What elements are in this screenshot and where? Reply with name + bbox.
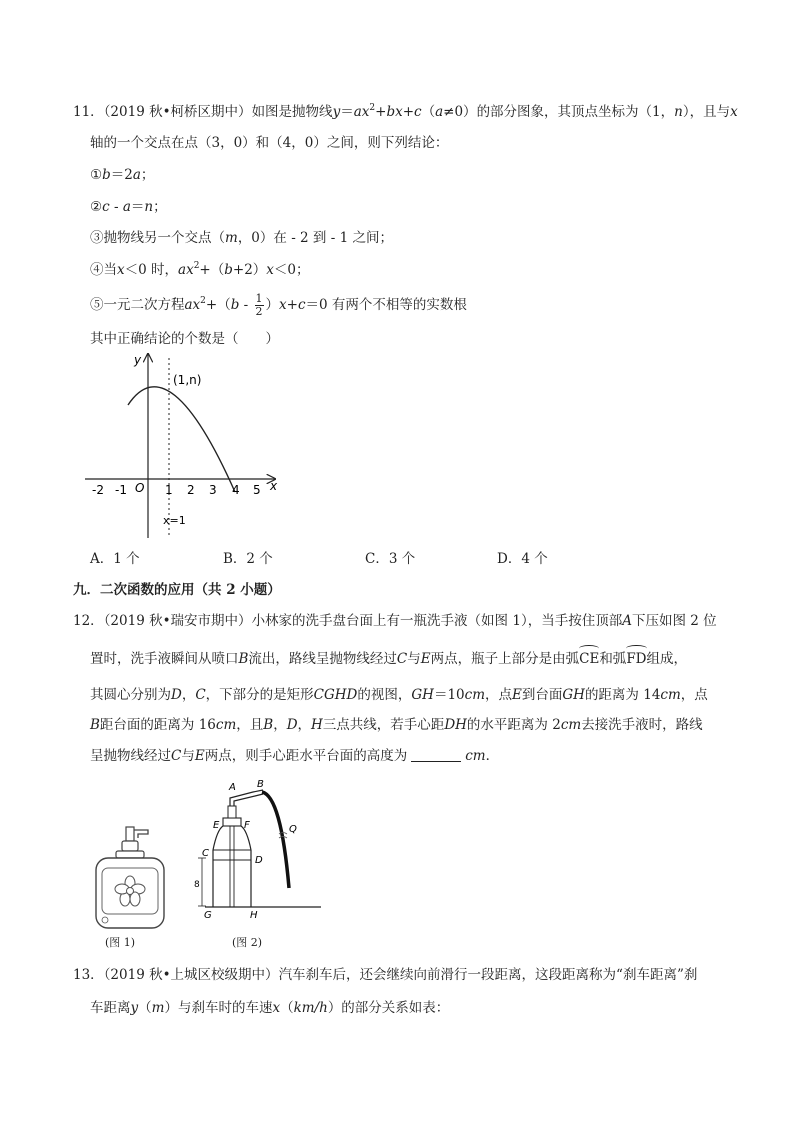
- q12-l4-D: D: [286, 717, 298, 733]
- q11-intro-c: ），且与: [682, 104, 731, 120]
- q12-l4c: ，: [273, 717, 287, 733]
- y-axis-label: y: [134, 353, 142, 367]
- q12-l2a: 置时，洗手液瞬间从喷口: [90, 651, 239, 667]
- liquid-stream: [262, 792, 289, 888]
- tick-3: 3: [209, 483, 217, 497]
- q12-l5-cm: cm: [465, 748, 486, 764]
- q11-line2: [90, 134, 448, 152]
- q12-l3-D: D: [171, 687, 182, 703]
- q11-vertex-text: 的部分图象，其顶点坐标为（1，: [476, 104, 675, 120]
- q11-n: n: [674, 104, 683, 120]
- q12-l2d: 两点，瓶子上部分是由弧: [430, 651, 580, 667]
- q12-l3h: 的距离为 14: [584, 687, 661, 703]
- q12-line1: [73, 612, 717, 630]
- q12-l3g: 到台面: [521, 687, 563, 703]
- c2-c: c: [102, 199, 110, 215]
- tick-4: 4: [232, 483, 240, 497]
- eq-b: b: [386, 104, 396, 120]
- eq-cond-rest: ≠0）: [443, 104, 477, 120]
- q13-line1: [73, 966, 697, 984]
- figure-1-bottle: [88, 822, 168, 932]
- eq-equals: ＝: [340, 104, 354, 120]
- q11-conclusion-2: [90, 198, 167, 216]
- c5-ax: ax: [184, 297, 201, 313]
- circle-5-mark: ⑤: [90, 297, 104, 313]
- c4-x: x: [117, 262, 125, 278]
- c2-eq: ＝: [130, 199, 145, 215]
- q12-l5a: 呈抛物线经过: [90, 748, 171, 764]
- eq-x2: x: [395, 104, 403, 120]
- q12-l4f: 的水平距离为 2: [466, 717, 561, 733]
- q12-l3-cm2: cm: [660, 687, 681, 703]
- q12-l4g: 去接洗手液时，路线: [581, 717, 703, 733]
- figure-2-diagram: [193, 778, 333, 918]
- q12-l3d: 的视图，: [357, 687, 412, 703]
- label-D: D: [255, 855, 263, 866]
- q12-l2f: 组成，: [646, 651, 688, 667]
- q11-number: 11．: [73, 104, 104, 120]
- q12-l5b: 与: [181, 748, 195, 764]
- c5-plus: +: [286, 297, 298, 313]
- c4-sup: 2: [193, 261, 200, 271]
- label-F: F: [244, 820, 250, 831]
- figure-2-caption: (图 2): [232, 936, 263, 949]
- eq-plus2: +: [402, 104, 415, 120]
- q12-C: C: [396, 651, 408, 667]
- one-half-fraction: [255, 293, 264, 318]
- eq-c: c: [414, 104, 422, 120]
- q12-l3-E: E: [512, 687, 522, 703]
- option-d[interactable]: D．4 个: [497, 551, 548, 567]
- c5-text-c: ）: [265, 297, 280, 313]
- q13-l2a: 车距离: [90, 1000, 131, 1016]
- c2-end: ；: [153, 199, 167, 215]
- label-A: A: [229, 782, 236, 793]
- vertex-label: (1,n): [173, 373, 202, 387]
- circle-2-mark: ②: [90, 199, 103, 215]
- c3-text-b: ，0）在 - 2 到 - 1 之间；: [237, 230, 393, 246]
- eq-cond-open: （: [421, 104, 436, 120]
- c4-text-c: +（: [199, 262, 225, 278]
- c5-x: x: [279, 297, 287, 313]
- q12-l3f: ，点: [485, 687, 513, 703]
- q12-l3i: ，点: [680, 687, 708, 703]
- tick-neg1: -1: [115, 483, 127, 497]
- q13-l2d: （: [280, 1000, 294, 1016]
- c4-x2: x: [266, 262, 274, 278]
- symmetry-axis-label: x=1: [163, 514, 186, 527]
- q12-l3c: ，下部分的是矩形: [205, 687, 314, 703]
- label-B: B: [257, 779, 264, 790]
- q12-l4a: 距台面的距离为 16: [99, 717, 216, 733]
- c1-end: ；: [140, 167, 155, 183]
- q12-l4-B2: B: [263, 717, 274, 733]
- q13-source: （2019 秋•上城区校级期中）: [103, 967, 279, 983]
- c4-text-d: +2）: [232, 262, 267, 278]
- c2-a: a: [122, 199, 131, 215]
- eq-cond-a: a: [435, 104, 444, 120]
- c2-n: n: [144, 199, 154, 215]
- q13-x: x: [272, 1000, 281, 1016]
- q12-A: A: [622, 613, 632, 629]
- q12-l2b: 流出，路线呈抛物线经过: [248, 651, 397, 667]
- origin-label: O: [135, 481, 145, 495]
- section-heading: [73, 581, 281, 599]
- q12-l3-cm1: cm: [464, 687, 486, 703]
- q12-l4-H: H: [311, 717, 323, 733]
- c4-ax: ax: [178, 262, 194, 278]
- c3-m: m: [225, 230, 238, 246]
- q12-line4: [90, 716, 703, 734]
- q13-y: y: [130, 1000, 139, 1016]
- q12-l1b: 下压如图 2 位: [631, 613, 717, 629]
- q11-line2-text: 轴的一个交点在点（3，0）和（4，0）之间，则下列结论：: [90, 135, 449, 151]
- q11-conclusion-3: [90, 229, 393, 247]
- q13-l2e: ）的部分关系如表：: [327, 1000, 450, 1016]
- q12-GH2: GH: [562, 687, 585, 703]
- q12-l4d: ，: [297, 717, 312, 733]
- circle-4-mark: ④: [90, 262, 104, 278]
- q11-source: （2019 秋•柯桥区期中）: [103, 104, 252, 120]
- label-Q: Q: [289, 824, 297, 835]
- c5-c: c: [297, 297, 306, 313]
- c5-sup: 2: [200, 296, 206, 306]
- q12-l4e: 三点共线，若手心距: [322, 717, 445, 733]
- q12-l1a: 小林家的洗手盘台面上有一瓶洗手液（如图 1），当手按住顶部: [251, 613, 623, 629]
- q12-CGHD: CGHD: [313, 687, 358, 703]
- answer-blank[interactable]: [411, 747, 461, 762]
- q11-conclusion-5: [90, 292, 467, 318]
- q12-B: B: [238, 651, 249, 667]
- c5-text-d: ＝0 有两个不相等的实数根: [305, 297, 467, 313]
- q12-l3a: 其圆心分别为: [90, 687, 171, 703]
- figure-1-caption: (图 1): [105, 936, 136, 949]
- c1-b: b: [102, 167, 111, 183]
- eq-y: y: [332, 104, 341, 120]
- eq-sup: 2: [369, 103, 376, 113]
- c5-minus: -: [239, 297, 253, 313]
- q12-l5c: 两点，则手心距水平台面的高度为: [204, 748, 408, 764]
- c5-text-b: +（: [205, 297, 231, 313]
- q13-l2b: （: [138, 1000, 152, 1016]
- c4-text-e: ＜0；: [273, 262, 310, 278]
- q11-ask: [90, 330, 279, 348]
- option-b[interactable]: B．2 个: [223, 551, 273, 567]
- q11-ask-text: 其中正确结论的个数是（ ）: [90, 331, 279, 347]
- q13-m: m: [151, 1000, 165, 1016]
- q12-l5-C: C: [171, 748, 182, 764]
- parabola-curve: [128, 387, 235, 492]
- q12-number: 12．: [73, 613, 104, 629]
- q12-l5-E: E: [194, 748, 205, 764]
- label-C: C: [202, 848, 209, 859]
- tick-1: 1: [165, 483, 173, 497]
- q13-number: 13．: [73, 967, 104, 983]
- c1-rest: ＝2: [110, 167, 133, 183]
- q13-l2c: ）与刹车时的车速: [164, 1000, 273, 1016]
- q11-conclusion-1: [90, 166, 154, 184]
- label-H: H: [250, 910, 258, 918]
- tick-2: 2: [187, 483, 195, 497]
- q12-l3b: ，: [181, 687, 196, 703]
- eq-plus: +: [375, 104, 387, 120]
- q13-kmh: km/h: [293, 1000, 328, 1016]
- q11-x: x: [730, 104, 738, 120]
- x-axis-label: x: [270, 479, 278, 493]
- c2-minus: -: [109, 199, 123, 215]
- q12-E: E: [420, 651, 431, 667]
- circle-3-mark: ③: [90, 230, 104, 246]
- q11-conclusion-4: [90, 261, 310, 279]
- label-E: E: [213, 820, 220, 831]
- q12-source: （2019 秋•瑞安市期中）: [103, 613, 252, 629]
- c5-b: b: [230, 297, 240, 313]
- eq-x: x: [361, 104, 370, 120]
- label-8: 8: [194, 880, 200, 890]
- q12-DH: DH: [444, 717, 467, 733]
- fraction-denominator: 2: [255, 305, 263, 318]
- eq-a: a: [353, 104, 362, 120]
- arc-fd-label: FD: [626, 651, 647, 667]
- q11-line1: [73, 103, 738, 121]
- q12-line2: [90, 650, 687, 668]
- c1-a: a: [132, 167, 141, 183]
- q12-l5-end: ．: [485, 748, 500, 764]
- option-c[interactable]: C．3 个: [365, 551, 416, 567]
- q12-l2e: 和弧: [599, 651, 627, 667]
- c5-text-a: 一元二次方程: [103, 297, 185, 313]
- q13-l1a: 汽车刹车后，还会继续向前滑行一段距离，这段距离称为“刹车距离”刹: [278, 967, 698, 983]
- fraction-numerator: 1: [255, 292, 263, 305]
- c4-text-b: ＜0 时，: [124, 262, 179, 278]
- q12-line3: [90, 686, 708, 704]
- q12-l2c: 与: [407, 651, 421, 667]
- q13-line2: [90, 999, 449, 1017]
- q12-l4b: ，且: [236, 717, 264, 733]
- c3-text-a: 抛物线另一个交点（: [103, 230, 225, 246]
- arc-ce-label: CE: [579, 651, 600, 667]
- q12-l3-C: C: [195, 687, 206, 703]
- tick-neg2: -2: [92, 483, 104, 497]
- option-a[interactable]: A．1 个: [90, 551, 140, 567]
- tick-5: 5: [253, 483, 261, 497]
- q12-GH: GH: [411, 687, 434, 703]
- q11-intro: 如图是抛物线: [251, 104, 333, 120]
- q12-line5: [90, 747, 499, 765]
- section-heading-text: 九．二次函数的应用（共 2 小题）: [73, 582, 281, 598]
- q12-l3e: ＝10: [433, 687, 465, 703]
- c4-b: b: [224, 262, 233, 278]
- circle-1-mark: ①: [90, 167, 103, 183]
- label-G: G: [204, 910, 212, 918]
- q12-l4-B: B: [90, 717, 100, 733]
- q12-l4-cm2: cm: [560, 717, 582, 733]
- q12-l4-cm1: cm: [215, 717, 237, 733]
- c4-text-a: 当: [103, 262, 117, 278]
- parabola-graph: [85, 352, 285, 542]
